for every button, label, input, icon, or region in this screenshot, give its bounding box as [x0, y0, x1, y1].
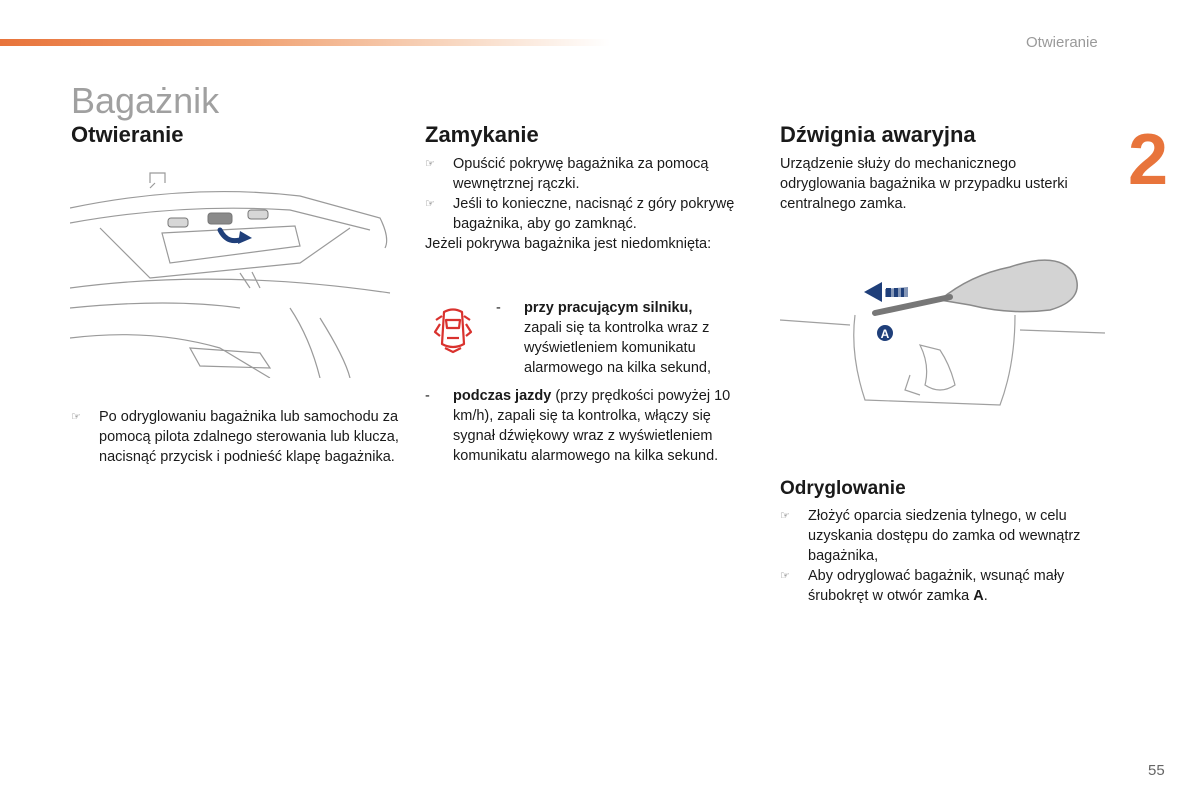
list-item: ☞ Po odryglowaniu bagażnika lub samochodu za pomocą pilota zdalnego sterowania lub klucza, nacisnąć przycisk i podnieść klapę bagażnika.	[71, 409, 399, 465]
heading-otwieranie: Otwieranie	[71, 122, 184, 147]
col3-intro: Urządzenie służy do mechanicznego odryglowania bagażnika w przypadku usterki centralnego zamka.	[780, 156, 1068, 212]
list-item: ☞ Opuścić pokrywę bagażnika za pomocą wewnętrznej rączki.	[425, 156, 709, 192]
list-item: - podczas jazdy (przy prędkości powyżej 10 km/h), zapali się ta kontrolka, włączy się sygnał dźwiękowy wraz z wyświetleniem komunikatu alarmowego na kilka sekund.	[425, 388, 731, 464]
heading-zamykanie: Zamykanie	[425, 122, 539, 147]
pointing-hand-icon: ☞	[780, 510, 790, 522]
list-item: - przy pracującym silniku, zapali się ta kontrolka wraz z wyświetleniem komunikatu alarmowego na kilka sekund,	[496, 300, 711, 376]
warning-item-engine	[496, 298, 736, 378]
header-accent-bar	[0, 39, 610, 46]
page-title: Bagażnik	[71, 80, 220, 121]
heading-odryglowanie: Odryglowanie	[780, 478, 906, 499]
trunk-handle-illustration	[70, 168, 400, 378]
col2-body	[425, 154, 745, 254]
pointing-hand-icon: ☞	[425, 198, 435, 210]
col1-body	[71, 407, 411, 467]
page-number: 55	[1148, 762, 1165, 779]
pointing-hand-icon: ☞	[71, 411, 81, 423]
list-item: ☞ Jeśli to konieczne, nacisnąć z góry pokrywę bagażnika, aby go zamknąć.	[425, 196, 735, 232]
pointing-hand-icon: ☞	[780, 570, 790, 582]
list-item: ☞ Złożyć oparcia siedzenia tylnego, w celu uzyskania dostępu do zamka od wewnątrz bagażnika,	[780, 508, 1081, 564]
col3-body	[780, 506, 1110, 606]
list-item: ☞ Aby odryglować bagażnik, wsunąć mały śrubokręt w otwór zamka A.	[780, 568, 1065, 604]
condition-note: Jeżeli pokrywa bagażnika jest niedomknięta:	[425, 236, 712, 252]
section-title: Otwieranie	[1026, 34, 1098, 51]
lock-label-a: A	[880, 327, 890, 341]
chapter-number: 2	[1128, 120, 1169, 200]
trunk-open-warning-icon	[432, 304, 474, 356]
heading-dzwignia-awaryjna: Dźwignia awaryjna	[780, 122, 976, 147]
emergency-lock-illustration	[780, 255, 1110, 415]
pointing-hand-icon: ☞	[425, 158, 435, 170]
warning-item-driving	[425, 386, 755, 466]
